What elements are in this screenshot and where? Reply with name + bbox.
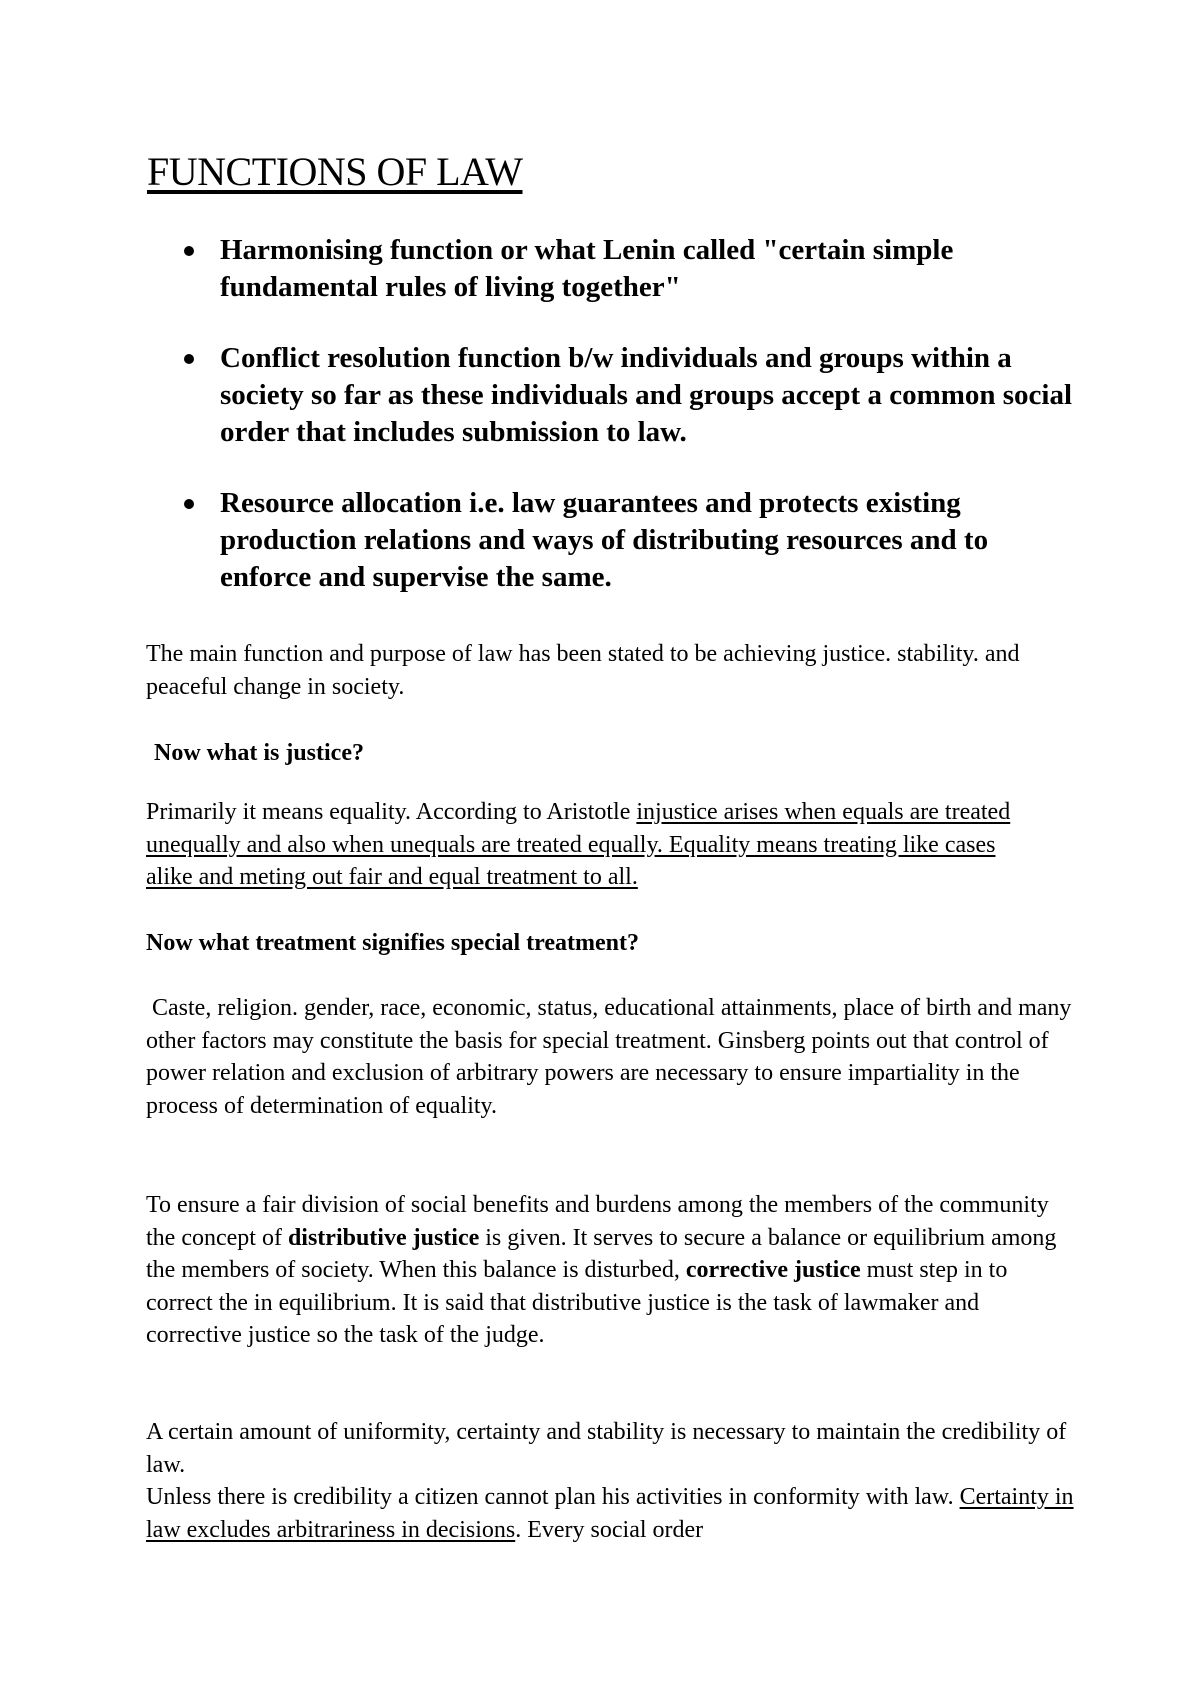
paragraph-main-function: The main function and purpose of law has been stated to be achieving justice. stability. and peaceful change in society. xyxy=(146,641,1020,700)
bullet-icon xyxy=(184,246,194,256)
paragraph-distributive-justice xyxy=(146,1189,1076,1352)
functions-list xyxy=(184,232,1084,630)
bold-term: corrective justice xyxy=(685,1257,861,1283)
list-item xyxy=(184,340,1084,451)
list-item xyxy=(184,232,1084,306)
list-item-text: Conflict resolution function b/w individuals and groups within a society so far as these individuals and groups accept a common social order that includes submission to law. xyxy=(220,342,1073,448)
paragraph-uniformity: A certain amount of uniformity, certainty and stability is necessary to maintain the credibility of law. xyxy=(146,1419,1067,1478)
paragraph-text: must step in to correct the in equilibrium. It is said that distributive justice is the task of lawmaker and corrective justice so the task of the judge. xyxy=(146,1257,1008,1348)
underlined-text: Certainty in law excludes arbitrariness in decisions xyxy=(146,1484,1074,1543)
list-item xyxy=(184,485,1084,596)
bullet-icon xyxy=(184,354,194,364)
bullet-icon xyxy=(184,499,194,509)
bold-term: distributive justice xyxy=(287,1224,480,1251)
paragraph-text: Unless there is credibility a citizen cannot plan his activities in conformity with law. xyxy=(146,1484,960,1510)
list-item-text: Resource allocation i.e. law guarantees and protects existing production relations and ways of distributing resources and to enforce and supervise the same. xyxy=(220,487,989,593)
paragraph-text: Primarily it means equality. According to Aristotle xyxy=(146,799,637,825)
paragraph-text: . Every social order xyxy=(515,1516,704,1543)
page-title: FUNCTIONS OF LAW xyxy=(147,149,523,194)
heading-what-is-justice: Now what is justice? xyxy=(154,740,364,766)
heading-special-treatment: Now what treatment signifies special treatment? xyxy=(146,930,640,956)
paragraph-text: To ensure a fair division of social benefits and burdens among the members of the community the concept of xyxy=(146,1192,1049,1251)
paragraph-equality xyxy=(146,796,1046,894)
list-item-text: Harmonising function or what Lenin called "certain simple fundamental rules of living together" xyxy=(220,234,954,303)
paragraph-text: is given. It serves to secure a balance or equilibrium among the members of society. When this balance is disturbed, xyxy=(146,1224,1057,1283)
paragraph-special-treatment: Caste, religion. gender, race, economic, status, educational attainments, place of birth and many other factors may constitute the basis for special treatment. Ginsberg points out that control of power relation and exclusion of arbitrary powers are necessary to ensure impartiality in the process of determination of equality. xyxy=(146,995,1078,1119)
underlined-text: injustice arises when equals are treated unequally and also when unequals are treated equally. Equality means treating like cases alike and meting out fair and equal treatment to all. xyxy=(146,799,1011,890)
paragraph-credibility xyxy=(146,1481,1076,1546)
